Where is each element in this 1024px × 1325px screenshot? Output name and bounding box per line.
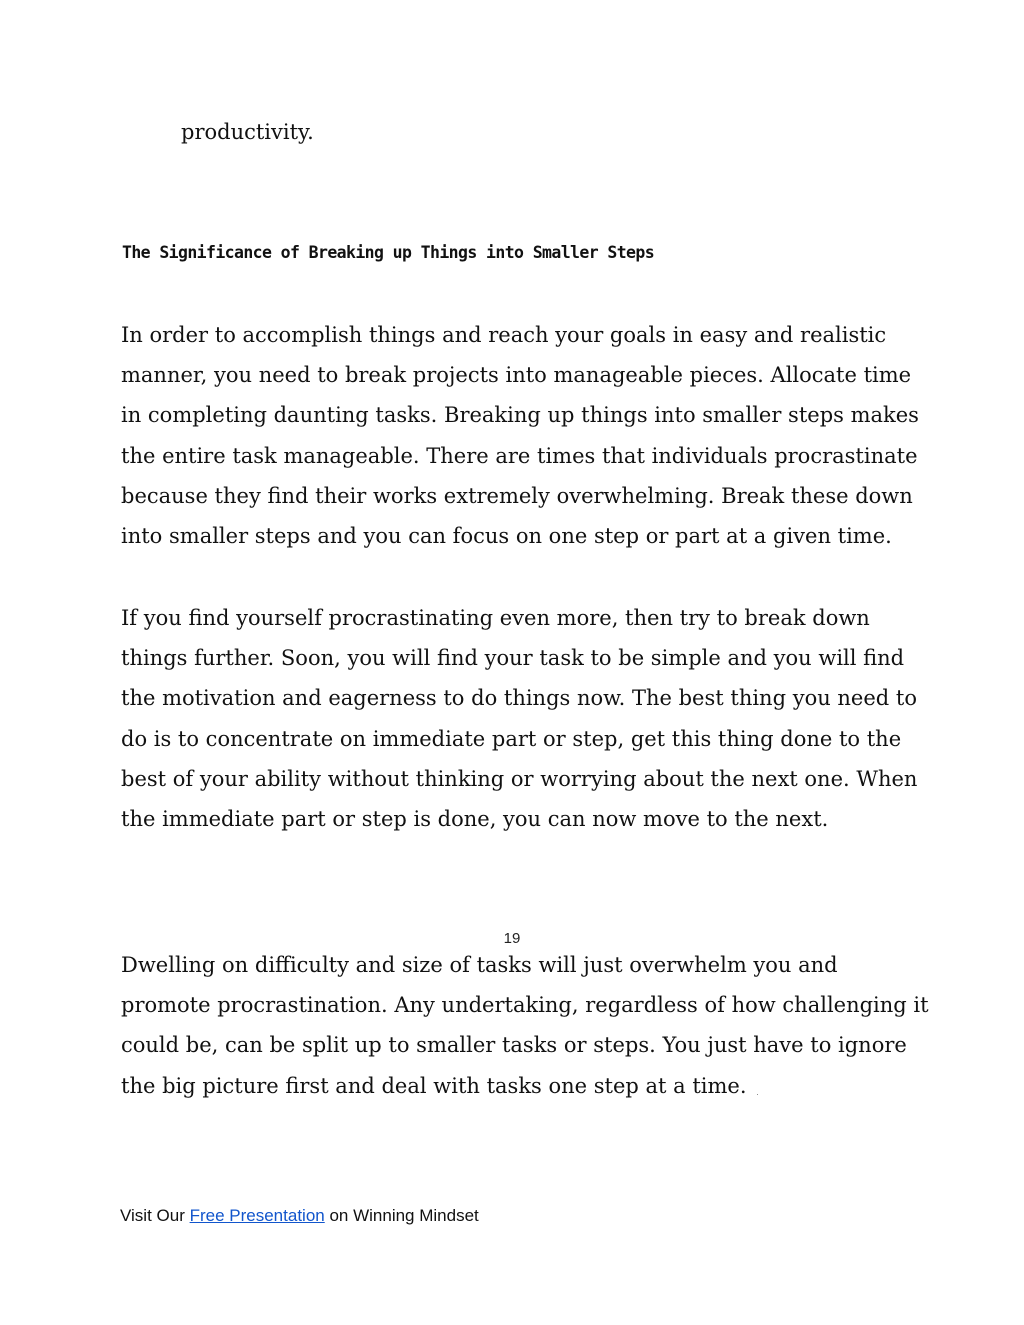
paragraph-line: could be, can be split up to smaller tasks or steps. You just have to ignore — [121, 1033, 907, 1058]
paragraph-line: the motivation and eagerness to do things now. The best thing you need to — [121, 686, 917, 711]
paragraph-line: things further. Soon, you will find your task to be simple and you will find — [121, 646, 905, 671]
footer-prefix: Visit Our — [120, 1206, 190, 1225]
paragraph-line: Dwelling on difficulty and size of tasks will just overwhelm you and — [121, 953, 838, 977]
paragraph-line: the entire task manageable. There are times that individuals procrastinate — [121, 443, 918, 468]
paragraph-line: because they find their works extremely overwhelming. Break these down — [121, 483, 913, 508]
paragraph-line: the immediate part or step is done, you can now move to the next. — [121, 807, 829, 832]
paragraph-line: do is to concentrate on immediate part or step, get this thing done to the — [121, 726, 902, 751]
paragraph-line: into smaller steps and you can focus on one step or part at a given time. — [121, 524, 892, 549]
footer-suffix: on Winning Mindset — [324, 1206, 479, 1225]
free-presentation-link[interactable]: Free Presentation — [189, 1206, 325, 1225]
paragraph-line: best of your ability without thinking or worrying about the next one. When — [121, 766, 918, 791]
trailing-mark: . — [756, 1087, 759, 1097]
paragraph-2 — [121, 598, 921, 839]
section-heading: The Significance of Breaking up Things into Smaller Steps — [122, 243, 655, 262]
paragraph-line: the big picture first and deal with tasks one step at a time. — [121, 1073, 747, 1098]
footer — [120, 1206, 479, 1226]
paragraph-3 — [121, 945, 929, 1113]
paragraph-line: promote procrastination. Any undertaking, regardless of how challenging it — [121, 993, 929, 1018]
paragraph-line-with-mark — [121, 1066, 921, 1113]
page-number: 19 — [503, 930, 521, 947]
paragraph-line: manner, you need to break projects into manageable pieces. Allocate time — [121, 363, 912, 388]
paragraph-line: In order to accomplish things and reach your goals in easy and realistic — [121, 323, 887, 347]
continued-text: productivity. — [181, 120, 314, 144]
paragraph-line: If you find yourself procrastinating even more, then try to break down — [121, 606, 870, 630]
paragraph-line: in completing daunting tasks. Breaking up things into smaller steps makes — [121, 403, 919, 428]
paragraph-1 — [121, 315, 921, 556]
